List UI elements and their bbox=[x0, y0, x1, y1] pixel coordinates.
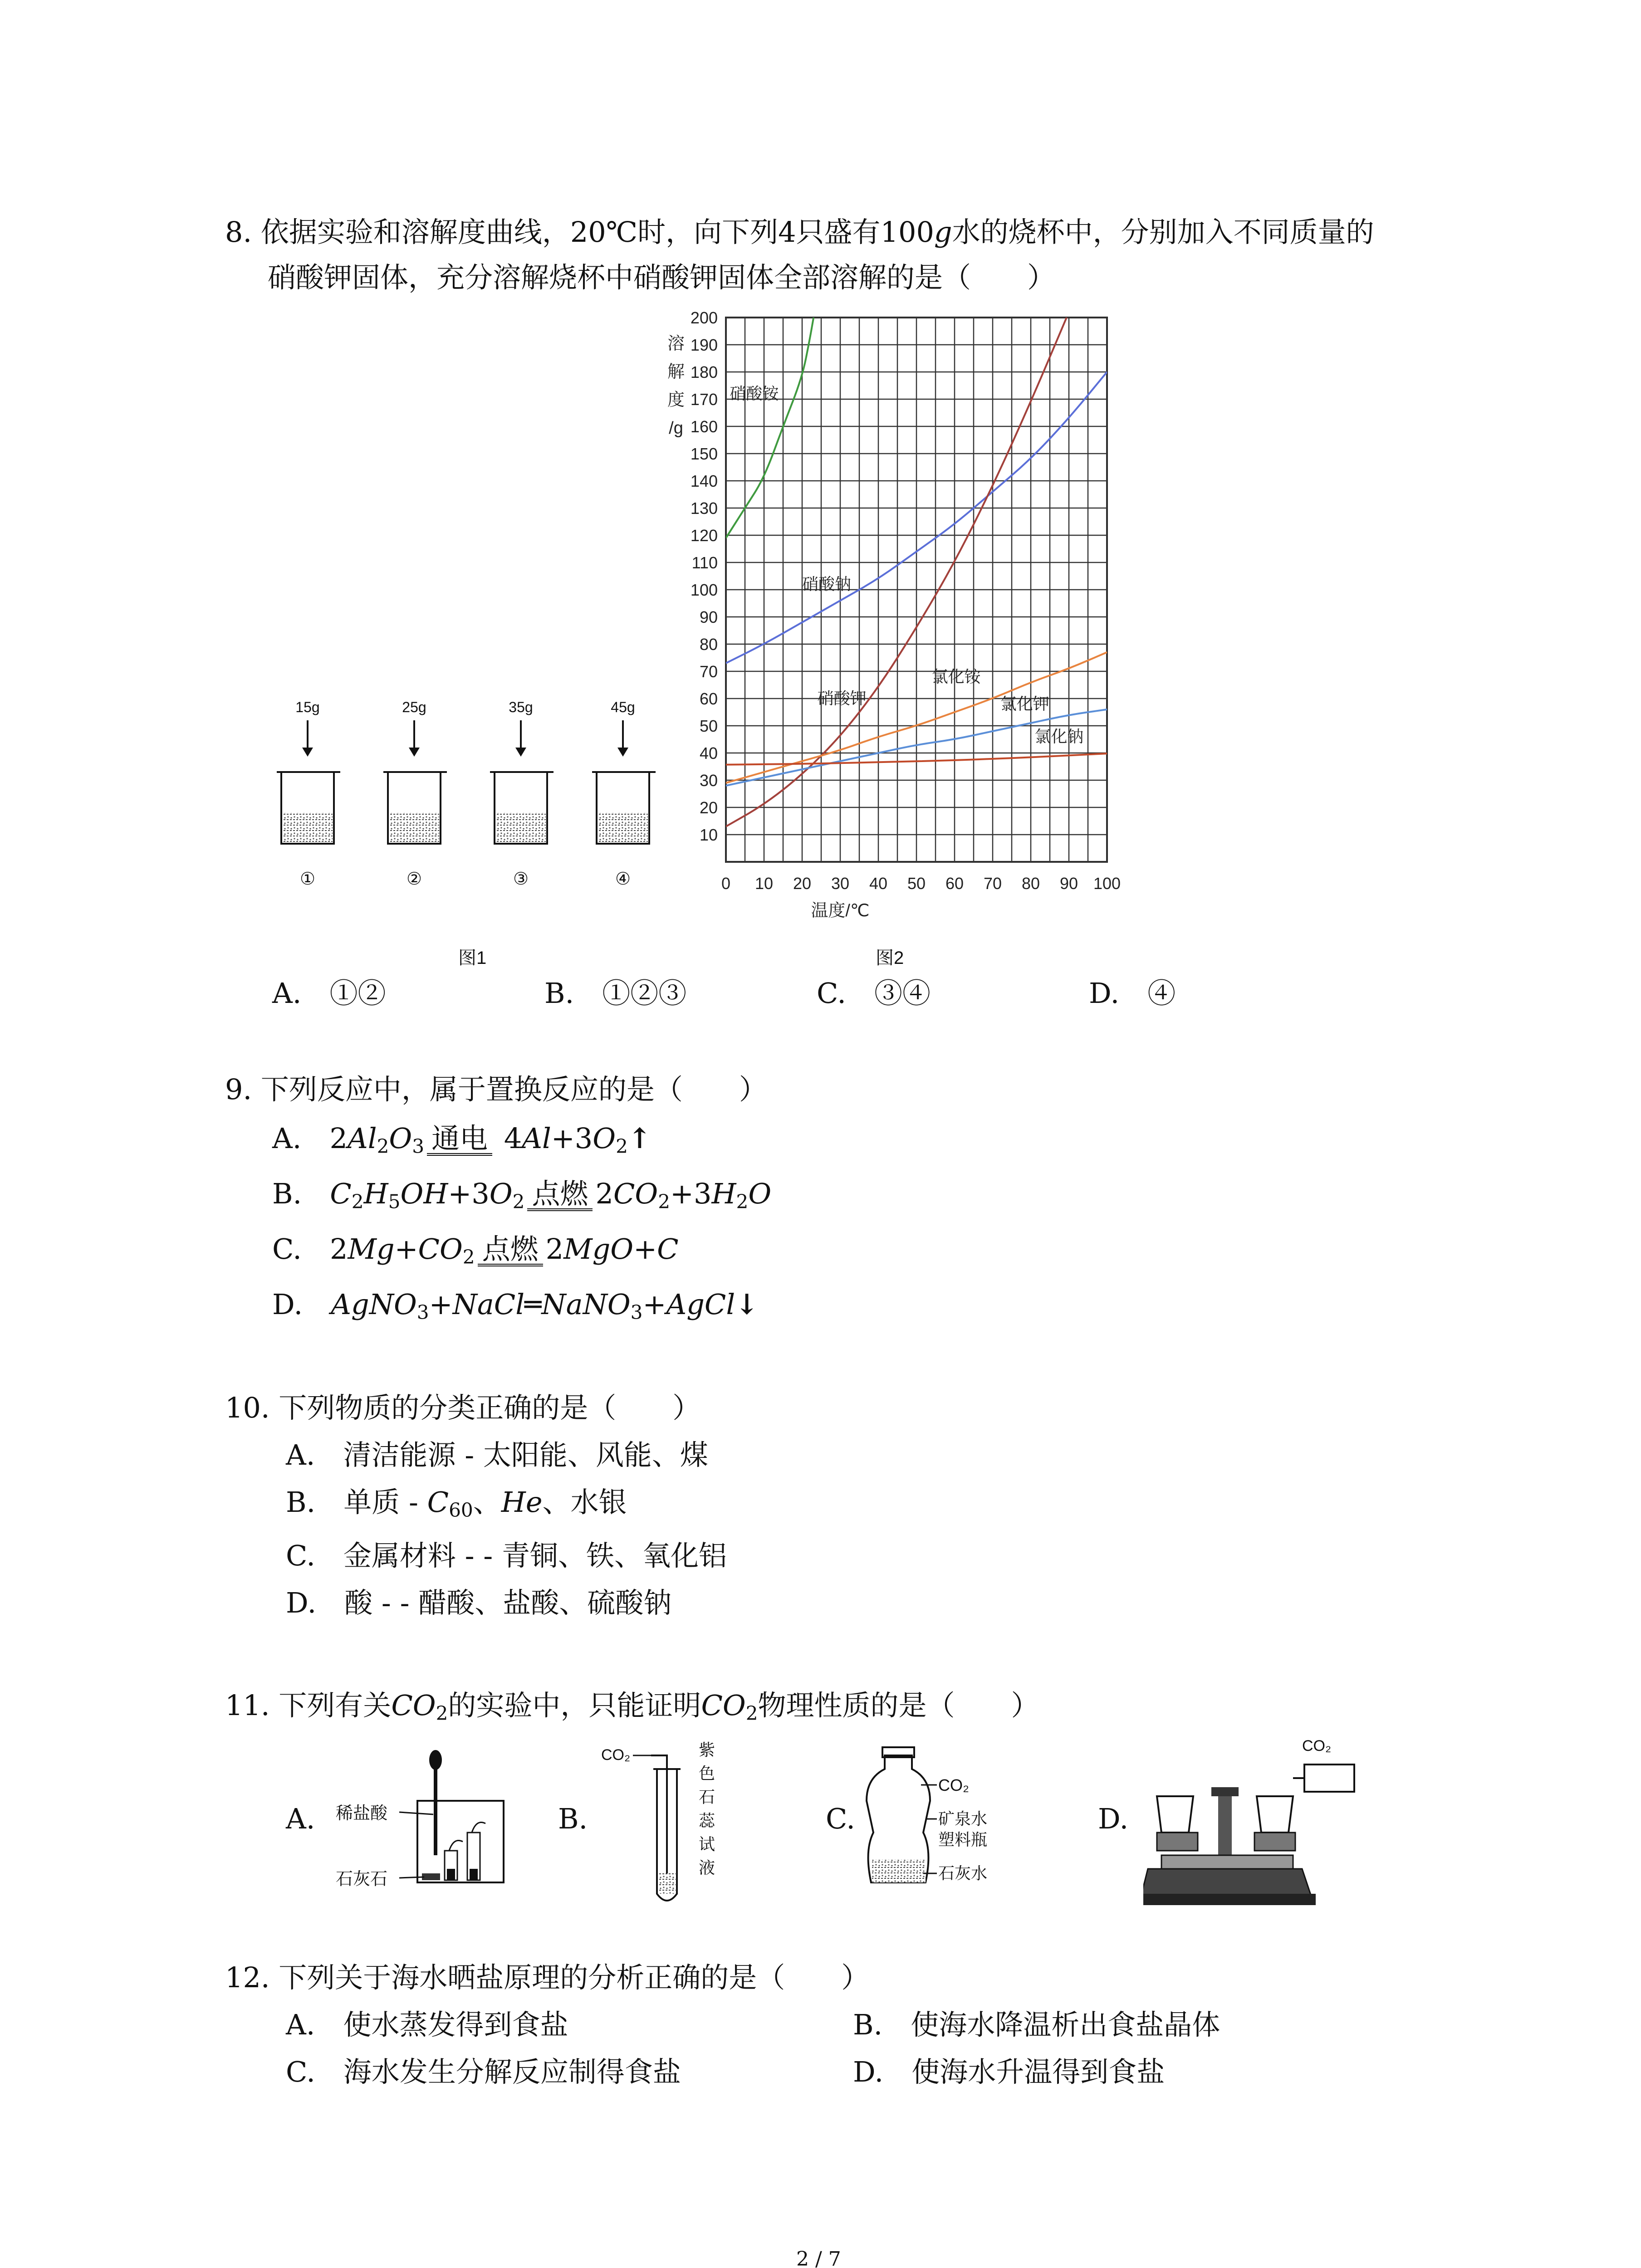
series-label: 硝酸钠 bbox=[802, 575, 852, 593]
x-tick-label: 50 bbox=[907, 874, 926, 893]
beaker-2-mass: 25g bbox=[402, 699, 426, 715]
label-litmus-1: 石 bbox=[699, 1788, 715, 1806]
q11-apparatus-d bbox=[1143, 1733, 1379, 1914]
chart-grid bbox=[726, 318, 1107, 862]
y-tick-label: 80 bbox=[699, 635, 718, 654]
y-tick-label: 30 bbox=[699, 771, 718, 790]
x-tick-label: 60 bbox=[945, 874, 964, 893]
q11-apparatus-b bbox=[599, 1737, 744, 1910]
figure1-caption: 图1 bbox=[458, 948, 487, 968]
q8-option-a[interactable]: A. ①② bbox=[272, 977, 386, 1010]
y-tick-label: 140 bbox=[690, 472, 718, 490]
label-purple: 紫 bbox=[699, 1740, 715, 1759]
y-tick-labels bbox=[691, 308, 718, 844]
beaker-4-mass: 45g bbox=[611, 699, 635, 715]
label-litmus-2: 蕊 bbox=[699, 1811, 715, 1830]
y-tick-label: 190 bbox=[690, 336, 718, 354]
label-co2-c: CO₂ bbox=[938, 1776, 969, 1794]
q10-option-c[interactable]: C. 金属材料 - - 青铜、铁、氧化铝 bbox=[286, 1539, 727, 1572]
q12-option-d[interactable]: D. 使海水升温得到食盐 bbox=[853, 2055, 1165, 2088]
label-co2-b: CO₂ bbox=[601, 1746, 631, 1764]
y-tick-label: 90 bbox=[699, 608, 718, 626]
q12-option-a[interactable]: A. 使水蒸发得到食盐 bbox=[286, 2008, 568, 2041]
q8-option-b[interactable]: B. ①②③ bbox=[544, 977, 687, 1010]
q9-option-d[interactable]: D. AgNO$_3$+NaCl═NaNO$_3$+AgCl↓ bbox=[272, 1288, 759, 1324]
beaker-2 bbox=[383, 699, 447, 889]
q11-option-b[interactable]: B. bbox=[558, 1802, 588, 1835]
q11-apparatus-c bbox=[862, 1742, 1053, 1905]
x-tick-label: 70 bbox=[983, 874, 1002, 893]
q11-stem: 11. 下列有关$CO_2$的实验中，只能证明$CO_2$物理性质的是（ ） bbox=[225, 1689, 1039, 1725]
series-label: 硝酸钾 bbox=[817, 689, 867, 708]
beaker-1 bbox=[277, 699, 340, 889]
y-tick-label: 10 bbox=[699, 826, 718, 844]
q8-option-d[interactable]: D. ④ bbox=[1089, 977, 1176, 1010]
y-tick-label: 130 bbox=[690, 499, 718, 518]
y-tick-label: 100 bbox=[690, 581, 718, 599]
solubility-chart bbox=[617, 299, 1148, 925]
label-plastic-bottle: 塑料瓶 bbox=[938, 1830, 988, 1849]
beaker-1-mass: 15g bbox=[295, 699, 320, 715]
beaker-4-label: ④ bbox=[615, 870, 631, 889]
q8-stem-line2: 硝酸钾固体，充分溶解烧杯中硝酸钾固体全部溶解的是（ ） bbox=[268, 261, 1056, 294]
y-tick-label: 60 bbox=[699, 689, 718, 708]
label-dilute-hcl: 稀盐酸 bbox=[336, 1804, 388, 1823]
q11-option-c[interactable]: C. bbox=[826, 1802, 855, 1835]
y-tick-label: 70 bbox=[699, 662, 718, 681]
q9-stem: 9. 下列反应中，属于置换反应的是（ ） bbox=[225, 1073, 767, 1106]
label-limestone: 石灰石 bbox=[336, 1870, 388, 1889]
q10-option-a[interactable]: A. 清洁能源 - 太阳能、风能、煤 bbox=[286, 1438, 708, 1471]
y-tick-label: 120 bbox=[690, 526, 718, 545]
q11-option-d[interactable]: D. bbox=[1098, 1802, 1129, 1835]
y-tick-label: 110 bbox=[691, 553, 718, 572]
q12-stem: 12. 下列关于海水晒盐原理的分析正确的是（ ） bbox=[225, 1961, 870, 1994]
beaker-3-label: ③ bbox=[513, 870, 529, 889]
q11-option-a[interactable]: A. bbox=[286, 1802, 315, 1835]
x-axis-label: 温度/℃ bbox=[811, 901, 870, 920]
y-tick-label: 50 bbox=[699, 717, 718, 735]
label-solution: 液 bbox=[699, 1858, 715, 1877]
series-label: 氯化铵 bbox=[931, 667, 981, 686]
q12-option-b[interactable]: B. 使海水降温析出食盐晶体 bbox=[853, 2008, 1220, 2041]
label-test: 试 bbox=[699, 1835, 715, 1853]
q9-option-b[interactable]: B. $C_2H_5OH+3O_2$ 点燃 $2CO_2+3H_2O$ bbox=[272, 1177, 772, 1213]
q9-option-a[interactable]: A. $2Al_2O_3$ 通电 $4Al+3O_2↑$ bbox=[272, 1122, 652, 1158]
q11-apparatus-a bbox=[331, 1746, 522, 1905]
y-axis-label-char: /g bbox=[669, 419, 683, 438]
y-tick-label: 20 bbox=[699, 798, 718, 817]
x-tick-label: 40 bbox=[869, 874, 888, 893]
q9-option-c[interactable]: C. $2Mg+CO_2$ 点燃 2MgO+C bbox=[272, 1232, 679, 1268]
q10-stem: 10. 下列物质的分类正确的是（ ） bbox=[225, 1391, 701, 1424]
label-co2-d: CO₂ bbox=[1302, 1737, 1332, 1755]
y-tick-label: 200 bbox=[690, 308, 718, 327]
x-tick-label: 100 bbox=[1093, 874, 1121, 893]
x-tick-label: 20 bbox=[793, 874, 812, 893]
beaker-3-mass: 35g bbox=[509, 699, 533, 715]
q10-option-d[interactable]: D. 酸 - - 醋酸、盐酸、硫酸钠 bbox=[286, 1586, 672, 1619]
label-mineral-water: 矿泉水 bbox=[938, 1809, 988, 1828]
beaker-3 bbox=[490, 699, 554, 889]
y-axis-label-char: 解 bbox=[667, 362, 685, 381]
x-tick-label: 80 bbox=[1021, 874, 1040, 893]
x-tick-labels bbox=[721, 874, 1121, 893]
x-tick-label: 90 bbox=[1059, 874, 1078, 893]
figure2-caption: 图2 bbox=[876, 948, 904, 968]
label-color: 色 bbox=[699, 1764, 715, 1783]
x-tick-label: 0 bbox=[721, 874, 731, 893]
beaker-2-label: ② bbox=[406, 870, 422, 889]
beaker-1-label: ① bbox=[299, 870, 316, 889]
y-axis-label bbox=[667, 334, 685, 438]
q8-option-c[interactable]: C. ③④ bbox=[817, 977, 931, 1010]
series-label: 硝酸铵 bbox=[730, 384, 779, 403]
y-tick-label: 40 bbox=[699, 744, 718, 763]
y-axis-label-char: 度 bbox=[667, 391, 685, 410]
series-label: 氯化钾 bbox=[1000, 694, 1049, 713]
y-tick-label: 170 bbox=[690, 390, 718, 409]
series-line bbox=[726, 318, 813, 538]
x-tick-label: 30 bbox=[831, 874, 850, 893]
q10-option-b[interactable]: B. 单质 - $C_{60}$、He、水银 bbox=[286, 1486, 627, 1521]
y-tick-label: 150 bbox=[690, 445, 718, 463]
y-tick-label: 160 bbox=[690, 417, 718, 436]
series-label: 氯化钠 bbox=[1034, 727, 1084, 746]
y-tick-label: 180 bbox=[690, 363, 718, 381]
x-tick-label: 10 bbox=[754, 874, 774, 893]
label-limewater: 石灰水 bbox=[938, 1864, 988, 1882]
page-number: 2 / 7 bbox=[796, 2248, 841, 2268]
q12-option-c[interactable]: C. 海水发生分解反应制得食盐 bbox=[286, 2055, 681, 2088]
q8-stem-line1: 8. 依据实验和溶解度曲线，20℃时，向下列4只盛有100g水的烧杯中，分别加入不同质量的 bbox=[225, 215, 1374, 249]
y-axis-label-char: 溶 bbox=[667, 334, 685, 353]
